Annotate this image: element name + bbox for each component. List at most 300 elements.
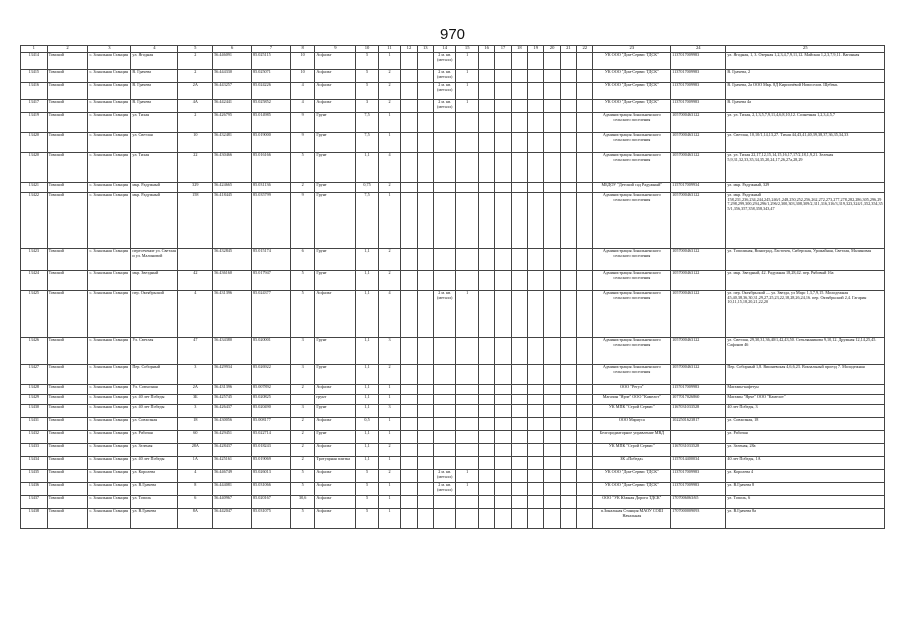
- table-cell: 47: [178, 338, 213, 365]
- table-cell: [511, 496, 527, 509]
- table-cell: 5: [356, 470, 378, 483]
- table-cell: [528, 271, 544, 291]
- table-cell: 85.026922: [252, 365, 291, 385]
- table-cell: Грунт: [315, 271, 356, 291]
- table-cell: 56.432845: [213, 249, 252, 271]
- table-cell: 13426: [21, 338, 48, 365]
- table-cell: Томский: [47, 395, 88, 405]
- table-cell: [671, 431, 726, 444]
- table-cell: 1,1: [356, 249, 378, 271]
- table-cell: 1: [456, 70, 478, 83]
- table-cell: 1: [378, 418, 400, 431]
- table-cell: [417, 193, 433, 249]
- table-cell: 85.022714: [252, 431, 291, 444]
- table-cell: [544, 53, 560, 70]
- table-cell: [478, 395, 494, 405]
- table-cell: [401, 249, 417, 271]
- table-cell: 1,1: [356, 291, 378, 338]
- table-cell: [495, 70, 511, 83]
- table-cell: [433, 113, 455, 133]
- table-cell: [456, 418, 478, 431]
- table-cell: 8А: [178, 509, 213, 529]
- table-cell: Томский: [47, 365, 88, 385]
- table-cell: [560, 418, 576, 431]
- column-number: 19: [528, 46, 544, 53]
- table-cell: [495, 509, 511, 529]
- table-cell: [560, 405, 576, 418]
- table-cell: [544, 100, 560, 113]
- table-cell: 1,1: [356, 395, 378, 405]
- table-cell: 1: [378, 53, 400, 70]
- table-cell: [544, 431, 560, 444]
- table-cell: [417, 418, 433, 431]
- table-cell: 56.434380: [213, 338, 252, 365]
- table-cell: ул. В.Грачева: [131, 483, 178, 496]
- table-cell: УК МПК "Строй Сервис": [593, 444, 671, 457]
- table-cell: [433, 249, 455, 271]
- table-cell: [511, 291, 527, 338]
- table-cell: 4: [290, 100, 315, 113]
- table-cell: 1167031033528: [671, 405, 726, 418]
- table-cell: Грунт: [315, 153, 356, 183]
- table-cell: [528, 249, 544, 271]
- table-cell: 13415: [21, 70, 48, 83]
- table-cell: 1,1: [356, 365, 378, 385]
- table-cell: [528, 496, 544, 509]
- table-row: [21, 183, 885, 193]
- table-cell: [560, 133, 576, 153]
- table-cell: УК ООО "Дом-Сервис ТДСК": [593, 100, 671, 113]
- table-cell: 5: [356, 509, 378, 529]
- table-row: [21, 249, 885, 271]
- table-cell: 2: [378, 271, 400, 291]
- table-cell: [528, 193, 544, 249]
- table-cell: 1,1: [356, 444, 378, 457]
- table-cell: [511, 53, 527, 70]
- table-cell: [511, 193, 527, 249]
- table-cell: [456, 444, 478, 457]
- table-cell: [456, 385, 478, 395]
- table-cell: [433, 431, 455, 444]
- table-cell: 1: [456, 53, 478, 70]
- table-cell: УК ООО "Дом-Сервис ТДСК": [593, 53, 671, 70]
- table-cell: [401, 483, 417, 496]
- table-cell: с. Зональная Станция: [88, 395, 131, 405]
- table-cell: [577, 509, 593, 529]
- table-cell: 2: [178, 53, 213, 70]
- table-cell: Томский: [47, 431, 88, 444]
- table-cell: Томский: [47, 470, 88, 483]
- table-cell: [577, 431, 593, 444]
- table-cell: 1137017009983: [671, 83, 726, 100]
- table-cell: 2 м. кв. (металл): [433, 83, 455, 100]
- table-cell: 1,1: [356, 457, 378, 470]
- table-cell: 2: [378, 444, 400, 457]
- table-cell: 56.443257: [213, 83, 252, 100]
- table-cell: [577, 418, 593, 431]
- table-cell: Магазин-кафетун: [726, 385, 885, 395]
- table-cell: [544, 470, 560, 483]
- table-cell: 3: [178, 365, 213, 385]
- table-cell: ул. ул. Тихая, 2,1,3,5,7,9,11,4,6,8,10,12. Солнечная 1,2,3,4,5,7: [726, 113, 885, 133]
- table-cell: [511, 483, 527, 496]
- table-cell: Грунт: [315, 431, 356, 444]
- table-cell: 1137017009983: [671, 483, 726, 496]
- column-number: 24: [671, 46, 726, 53]
- table-cell: [544, 496, 560, 509]
- table-cell: 85.020001: [252, 338, 291, 365]
- table-cell: 56.446749: [213, 470, 252, 483]
- table-cell: Администрация Зональненского сельского поселения: [593, 271, 671, 291]
- table-cell: 56.426437: [213, 405, 252, 418]
- table-cell: ул. Светлая: [131, 133, 178, 153]
- table-row: [21, 496, 885, 509]
- table-cell: Томский: [47, 385, 88, 395]
- table-cell: [401, 53, 417, 70]
- table-cell: [417, 100, 433, 113]
- table-cell: пер. Октябрьский: [131, 291, 178, 338]
- table-cell: Магазин "Ярче" ООО "Камелот": [593, 395, 671, 405]
- table-cell: [495, 100, 511, 113]
- table-cell: 13425: [21, 291, 48, 338]
- table-row: [21, 418, 885, 431]
- column-number: 11: [378, 46, 400, 53]
- table-cell: [456, 365, 478, 385]
- table-cell: с. Зональная Станция: [88, 193, 131, 249]
- table-cell: ул. Тихая: [131, 153, 178, 183]
- table-cell: ул. мкр. Радужный, 329: [726, 183, 885, 193]
- table-cell: [417, 113, 433, 133]
- table-row: [21, 113, 885, 133]
- table-cell: [401, 418, 417, 431]
- table-cell: 329: [178, 183, 213, 193]
- table-cell: 13431: [21, 418, 48, 431]
- table-cell: Томский: [47, 249, 88, 271]
- table-cell: 1057000463122: [671, 365, 726, 385]
- table-cell: [495, 249, 511, 271]
- table-cell: [528, 444, 544, 457]
- table-cell: [433, 385, 455, 395]
- table-cell: ул. Тополь, 6: [726, 496, 885, 509]
- table-cell: ул. мкр. Звездный, 42. Радужная 18,28,42. пер. Рябовый 16а: [726, 271, 885, 291]
- table-cell: [495, 133, 511, 153]
- table-row: [21, 70, 885, 83]
- table-cell: 10: [178, 133, 213, 153]
- table-cell: 1: [378, 457, 400, 470]
- table-cell: 5: [356, 53, 378, 70]
- table-cell: 3: [290, 405, 315, 418]
- table-cell: [528, 509, 544, 529]
- table-cell: 1,1: [356, 271, 378, 291]
- table-cell: Асфальт: [315, 470, 356, 483]
- table-row: [21, 53, 885, 70]
- table-cell: 13437: [21, 496, 48, 509]
- table-cell: [456, 338, 478, 365]
- table-cell: 3: [378, 338, 400, 365]
- table-cell: 2 м. кв. (металл): [433, 483, 455, 496]
- table-cell: 2: [290, 183, 315, 193]
- table-row: [21, 133, 885, 153]
- table-cell: [456, 395, 478, 405]
- table-cell: [495, 431, 511, 444]
- column-number: 17: [495, 46, 511, 53]
- table-cell: 2 м. кв. (металл): [433, 100, 455, 113]
- table-cell: 1: [378, 133, 400, 153]
- table-cell: 85.025852: [252, 100, 291, 113]
- table-cell: Томский: [47, 83, 88, 100]
- table-cell: [495, 113, 511, 133]
- table-cell: 2 м. кв. (металл): [433, 53, 455, 70]
- table-cell: 1057000463122: [671, 249, 726, 271]
- table-cell: 1: [456, 470, 478, 483]
- table-cell: 1: [456, 483, 478, 496]
- table-cell: [495, 83, 511, 100]
- table-cell: [417, 291, 433, 338]
- table-cell: [401, 133, 417, 153]
- table-cell: 85.025071: [252, 70, 291, 83]
- table-cell: Грунт: [315, 193, 356, 249]
- table-cell: [495, 153, 511, 183]
- table-cell: 13421: [21, 183, 48, 193]
- table-cell: с. Зональная Станция: [88, 470, 131, 483]
- table-cell: 3Б: [178, 395, 213, 405]
- table-cell: с. Зональная Станция: [88, 291, 131, 338]
- table-cell: Томский: [47, 418, 88, 431]
- table-cell: [401, 193, 417, 249]
- table-cell: [478, 153, 494, 183]
- column-number: 16: [478, 46, 494, 53]
- table-cell: МБДОУ "Детский сад Радужный": [593, 183, 671, 193]
- table-cell: с. Зональная Станция: [88, 457, 131, 470]
- table-cell: [528, 291, 544, 338]
- table-cell: [456, 509, 478, 529]
- table-cell: [511, 418, 527, 431]
- table-cell: [417, 496, 433, 509]
- table-cell: 1137017009983: [671, 100, 726, 113]
- table-cell: Томский: [47, 193, 88, 249]
- table-cell: 56.425161: [213, 457, 252, 470]
- table-cell: 85.031066: [252, 483, 291, 496]
- table-cell: 18: [178, 418, 213, 431]
- table-cell: ул. Светлая, 29,30,31,36,40/1,42,43,50. Стеклянникова 9,10,12. Дружная 12,14,25,45. Сафонов 46: [726, 338, 885, 365]
- table-cell: с. Зональная Станция: [88, 113, 131, 133]
- table-cell: [528, 113, 544, 133]
- table-cell: 13429: [21, 395, 48, 405]
- table-cell: 3: [356, 100, 378, 113]
- column-number: 7: [252, 46, 291, 53]
- table-cell: 13434: [21, 457, 48, 470]
- table-cell: 1: [456, 83, 478, 100]
- table-cell: [528, 100, 544, 113]
- table-cell: [577, 338, 593, 365]
- table-cell: 2: [290, 418, 315, 431]
- table-cell: мкр. Радужный: [131, 193, 178, 249]
- table-cell: [511, 457, 527, 470]
- table-cell: В. Грачева, 2а ООО Мкр. 8Д Кирпичёвой Новоселов. Щебень: [726, 83, 885, 100]
- table-cell: [560, 153, 576, 183]
- table-cell: 2: [378, 183, 400, 193]
- table-cell: Асфальт: [315, 100, 356, 113]
- table-cell: 30,6: [290, 496, 315, 509]
- table-cell: ул. мкр. Радужный 158,231,236,234,244,245,246/1,248,250,252,256,262,272,273,277,278,282,286,305,296,297,298,299,300,294,296/1,296/2,300,303,308,309/2,311,316,316/3,319,323,324/1,352,354,355/1,356,357,358,358,343,47: [726, 193, 885, 249]
- table-cell: [528, 457, 544, 470]
- table-cell: ул. Зеленая: [131, 444, 178, 457]
- table-cell: 56.444081: [213, 483, 252, 496]
- table-cell: [560, 70, 576, 83]
- column-number-row: [21, 46, 885, 53]
- table-cell: [401, 385, 417, 395]
- table-cell: [417, 133, 433, 153]
- table-cell: [401, 183, 417, 193]
- table-cell: с. Зональная Станция: [88, 385, 131, 395]
- table-cell: 2: [290, 385, 315, 395]
- table-cell: 85.018243: [252, 444, 291, 457]
- table-cell: [456, 193, 478, 249]
- table-cell: [495, 291, 511, 338]
- table-cell: 1: [456, 291, 478, 338]
- table-cell: ул. Совхозная: [131, 418, 178, 431]
- table-cell: ул. 40 лет Победы: [131, 457, 178, 470]
- table-cell: 1А: [178, 457, 213, 470]
- table-cell: 56.428437: [213, 444, 252, 457]
- table-cell: Администрация Зональненского сельского поселения: [593, 249, 671, 271]
- column-number: 25: [726, 46, 885, 53]
- table-cell: 85.031075: [252, 509, 291, 529]
- table-cell: 85.008177: [252, 418, 291, 431]
- table-cell: ул. 40 лет Победы: [131, 405, 178, 418]
- table-cell: [544, 271, 560, 291]
- column-number: 1: [21, 46, 48, 53]
- column-number: 15: [456, 46, 478, 53]
- table-cell: [560, 291, 576, 338]
- table-cell: [478, 83, 494, 100]
- table-cell: 56.431396: [213, 291, 252, 338]
- table-cell: [577, 457, 593, 470]
- table-row: [21, 83, 885, 100]
- table-cell: [560, 470, 576, 483]
- table-cell: 1057000463122: [671, 338, 726, 365]
- table-cell: [511, 365, 527, 385]
- table-cell: [478, 509, 494, 529]
- table-cell: [417, 457, 433, 470]
- table-cell: с. Зональная Станция: [88, 365, 131, 385]
- table-cell: грунт: [315, 395, 356, 405]
- table-cell: 13438: [21, 509, 48, 529]
- table-cell: [433, 405, 455, 418]
- table-cell: УК МПК "Строй Сервис": [593, 405, 671, 418]
- table-cell: [417, 249, 433, 271]
- table-cell: [401, 365, 417, 385]
- table-cell: [433, 395, 455, 405]
- table-cell: Томский: [47, 496, 88, 509]
- table-cell: 9: [290, 133, 315, 153]
- table-cell: [478, 431, 494, 444]
- table-cell: [544, 133, 560, 153]
- table-cell: ООО "УК Южная Дорога ТДСК": [593, 496, 671, 509]
- table-cell: [478, 271, 494, 291]
- table-cell: с. Зональная Станция: [88, 153, 131, 183]
- table-cell: [528, 133, 544, 153]
- table-cell: Белгородиаторное управление МВД: [593, 431, 671, 444]
- table-cell: В. Грачева, 2: [726, 70, 885, 83]
- table-cell: 85.020167: [252, 496, 291, 509]
- table-cell: [433, 133, 455, 153]
- table-cell: [577, 113, 593, 133]
- table-cell: Томский: [47, 70, 88, 83]
- table-cell: [495, 418, 511, 431]
- table-cell: [544, 395, 560, 405]
- table-cell: ул. Королева 4: [726, 470, 885, 483]
- table-cell: 56.430466: [213, 153, 252, 183]
- registry-table: [20, 45, 885, 529]
- table-cell: ул. В.Грачева 8а: [726, 509, 885, 529]
- table-cell: 5: [290, 509, 315, 529]
- table-cell: 56.430056: [213, 418, 252, 431]
- table-cell: 1: [378, 113, 400, 133]
- column-number: 22: [577, 46, 593, 53]
- table-cell: [478, 496, 494, 509]
- table-cell: [528, 338, 544, 365]
- table-cell: ООО Мариуса: [593, 418, 671, 431]
- table-cell: 5: [356, 83, 378, 100]
- table-cell: [560, 395, 576, 405]
- table-cell: Грунт: [315, 113, 356, 133]
- table-cell: 56.425745: [213, 395, 252, 405]
- table-cell: [544, 153, 560, 183]
- table-cell: [178, 249, 213, 271]
- table-cell: [577, 365, 593, 385]
- table-cell: [528, 431, 544, 444]
- table-cell: [560, 385, 576, 395]
- column-number: 21: [560, 46, 576, 53]
- table-cell: [456, 133, 478, 153]
- table-cell: 40 лет Победы, 3: [726, 405, 885, 418]
- table-cell: В. Грачева: [131, 70, 178, 83]
- table-cell: ул. В.Грачева 8: [726, 483, 885, 496]
- table-cell: [433, 193, 455, 249]
- table-cell: 7,5: [356, 133, 378, 153]
- table-cell: [528, 83, 544, 100]
- table-cell: [478, 338, 494, 365]
- column-number: 8: [290, 46, 315, 53]
- table-row: [21, 395, 885, 405]
- table-cell: [560, 509, 576, 529]
- table-cell: [528, 483, 544, 496]
- table-cell: [478, 100, 494, 113]
- table-body: [21, 46, 885, 529]
- table-row: [21, 291, 885, 338]
- table-cell: [511, 470, 527, 483]
- table-cell: 85.024377: [252, 291, 291, 338]
- table-cell: 56.436160: [213, 271, 252, 291]
- table-cell: 2: [178, 70, 213, 83]
- table-cell: [417, 83, 433, 100]
- table-cell: 1157017009983: [671, 385, 726, 395]
- table-cell: [528, 405, 544, 418]
- table-cell: с. Зональная Станция: [88, 83, 131, 100]
- table-cell: [478, 193, 494, 249]
- table-cell: Томский: [47, 405, 88, 418]
- table-row: [21, 385, 885, 395]
- table-cell: 1157017009934: [671, 183, 726, 193]
- column-number: 2: [47, 46, 88, 53]
- table-cell: 1: [378, 193, 400, 249]
- table-row: [21, 444, 885, 457]
- table-cell: [577, 133, 593, 153]
- table-cell: 60: [178, 431, 213, 444]
- table-row: [21, 153, 885, 183]
- table-cell: 5: [356, 483, 378, 496]
